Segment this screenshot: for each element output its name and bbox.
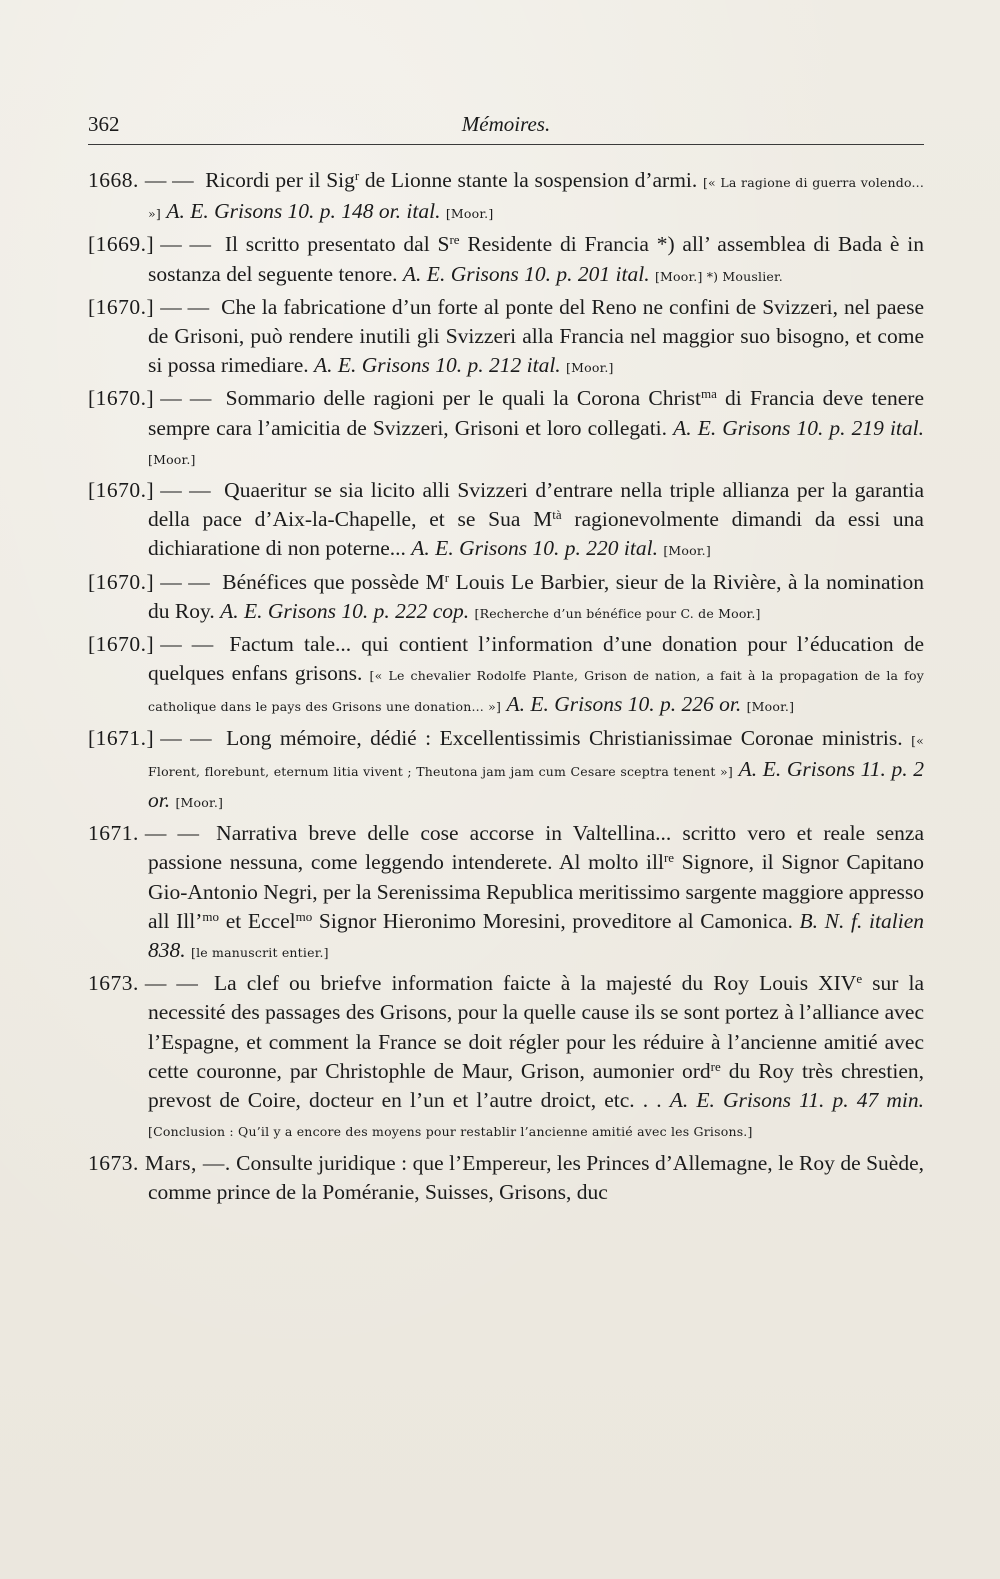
entry-source-note: [Moor.] (148, 451, 196, 467)
page-number: 362 (88, 112, 120, 136)
entry-note: [« Florent, florebunt, eternum litia vivent ; Theutona jam jam cum Cesare sceptra tenent »] (148, 732, 925, 779)
entry-text: di Francia deve tenere sempre cara l’amicitia de Svizzeri, Grisoni et loro collegati. (148, 386, 924, 440)
catalog-entry (88, 1149, 924, 1207)
entry-text: Che la fabricatione d’un forte al ponte del Reno ne confini de Svizzeri, nel paese de Grisoni, può rendere inutili gli Svizzeri alla Francia nel maggior suo bisogno, et come si possa rimediare. (148, 294, 924, 378)
entry-text: La clef ou briefve information faicte à la majesté du Roy Louis XIV (203, 971, 857, 996)
entry-superscript: r (444, 569, 450, 585)
entry-date: [1670.] (88, 569, 155, 594)
entry-superscript: mo (202, 908, 220, 924)
catalog-entry (88, 819, 924, 967)
entry-text: Signore, il Signor Capitano Gio-Antonio Negri, per la Serenissima Republica meritissimo sargente maggiore appresso all Ill’ (148, 850, 925, 933)
catalog-entry (88, 166, 924, 228)
catalog-entry (88, 630, 924, 722)
entry-date: 1668. (88, 168, 139, 192)
running-title: Mémoires. (461, 112, 551, 136)
entry-text: Bénéfices que possède M (215, 569, 445, 594)
entry-source-note: [Moor.] (445, 206, 494, 222)
entry-source-note: [Recherche d’un bénéfice pour C. de Moor.] (474, 605, 761, 621)
entry-superscript: re (663, 850, 675, 866)
entry-dash: — — (160, 632, 214, 657)
entry-date: [1670.] (88, 478, 155, 503)
catalog-entry (88, 384, 924, 474)
entry-text: Consulte juridique : que l’Empereur, les Princes d’Allemagne, le Roy de Suède, comme prince de la Poméranie, Suisses, Grisons, duc (148, 1150, 924, 1204)
entry-source-note: [Moor.] (175, 795, 224, 811)
entry-text: Ricordi per il Sig (199, 168, 355, 192)
entry-reference: B. N. f. italien 838. (148, 908, 924, 963)
entry-reference: A. E. Grisons 10. p. 148 or. ital. (166, 199, 441, 224)
entry-text: Louis Le Barbier, sieur de la Rivière, à la nomination du Roy. (148, 569, 925, 623)
entry-reference: A. E. Grisons 10. p. 201 ital. (402, 261, 650, 286)
catalog-entry (88, 724, 924, 818)
entry-reference: A. E. Grisons 10. p. 219 ital. (673, 415, 924, 440)
catalog-entry (88, 969, 924, 1146)
entry-superscript: r (354, 168, 360, 183)
entry-superscript: ma (700, 386, 717, 402)
entry-list (88, 166, 924, 1209)
entry-date: [1670.] (88, 632, 155, 657)
entry-superscript: re (710, 1058, 721, 1074)
entry-dash: — — (160, 294, 210, 319)
entry-date: [1669.] (88, 232, 155, 257)
catalog-entry (88, 293, 924, 383)
entry-dash: — — (160, 725, 212, 750)
entry-reference: A. E. Grisons 10. p. 222 cop. (220, 598, 470, 623)
entry-text: sur la necessité des passages des Grisons, pour la quelle cause ils se sont portez à l’alliance avec l’Espagne, et comment la France se doit régler pour les réduire à l’ancienne amitié avec cette couronne, par Christophle de Maur, Grison, aumonier ord (148, 971, 925, 1083)
entry-date: [1671.] (88, 725, 155, 750)
entry-text: Quaeritur se sia licito alli Svizzeri d’entrare nella triple allianza per la garantia della pace d’Aix-la-Chapelle, et se Sua M (148, 478, 924, 532)
entry-source-note: [Moor.] (746, 699, 795, 715)
catalog-entry (88, 476, 924, 566)
entry-text: ragionevolmente dimandi da essi una dichiaratione di non poterne... (148, 507, 924, 561)
entry-dash: — — (144, 168, 194, 192)
entry-source-note: [Moor.] (566, 360, 614, 376)
entry-date: [1670.] (88, 294, 155, 319)
entry-text: et Eccel (219, 908, 296, 933)
entry-source-note: [le manuscrit entier.] (191, 945, 329, 961)
entry-reference: A. E. Grisons 10. p. 220 ital. (411, 536, 658, 561)
entry-text: du Roy très chrestien, prevost de Coire, docteur en l’un et l’autre droict, etc. . . (148, 1058, 924, 1113)
entry-source-note: [Conclusion : Qu’il y a encore des moyens pour restablir l’ancienne amitié avec les Grisons.] (148, 1124, 753, 1140)
entry-dash: — — (160, 232, 212, 257)
catalog-entry (88, 230, 924, 290)
entry-date: 1673. (88, 971, 139, 996)
entry-text: Sommario delle ragioni per le quali la Corona Christ (217, 386, 701, 411)
entry-reference: A. E. Grisons 11. p. 47 min. (669, 1088, 924, 1113)
entry-source-note: [Moor.] *) Mouslier. (654, 268, 783, 284)
entry-note: [« Le chevalier Rodolfe Plante, Grison de nation, a fait à la propagation de la foy catholique dans le pays des Grisons une donation... »] (148, 668, 924, 715)
entry-superscript: mo (295, 908, 313, 924)
catalog-entry (88, 568, 924, 628)
entry-text: de Lionne stante la sospension d’armi. (359, 168, 703, 192)
entry-note: [« La ragione di guerra volendo... »] (148, 175, 924, 222)
entry-text: Il scritto presentato dal S (217, 232, 450, 257)
entry-dash: — — (160, 386, 212, 411)
entry-reference: A. E. Grisons 10. p. 212 ital. (314, 353, 561, 378)
entry-dash: — — (160, 569, 210, 594)
entry-text: Narrativa breve delle cose accorse in Valtellina... scritto vero et reale senza passione nessuna, come leggendo intenderete. Al molto ill (148, 821, 924, 875)
entry-text: Long mémoire, dédié : Excellentissimis Christianissimae Coronae ministris. (217, 725, 912, 750)
entry-date: 1673. Mars, —. (88, 1150, 231, 1175)
entry-superscript: re (449, 232, 460, 248)
entry-dash: — — (144, 821, 200, 846)
entry-text: Factum tale... qui contient l’information d’une donation pour l’éducation de quelques enfans grisons. (148, 632, 924, 686)
header-rule (88, 144, 924, 145)
entry-dash: — — (160, 478, 211, 503)
page-header (88, 112, 924, 142)
entry-superscript: tà (552, 507, 562, 523)
entry-text: Signor Hieronimo Moresini, proveditore al Camonica. (312, 908, 800, 933)
entry-source-note: [Moor.] (663, 543, 711, 559)
entry-reference: A. E. Grisons 11. p. 2 or. (148, 756, 925, 813)
entry-superscript: e (856, 971, 863, 987)
entry-text: Residente di Francia *) all’ assemblea di Bada è in sostanza del seguente tenore. (148, 232, 924, 286)
entry-date: 1671. (88, 821, 139, 846)
entry-dash: — — (144, 971, 198, 996)
entry-reference: A. E. Grisons 10. p. 226 or. (506, 692, 742, 717)
entry-date: [1670.] (88, 386, 155, 411)
